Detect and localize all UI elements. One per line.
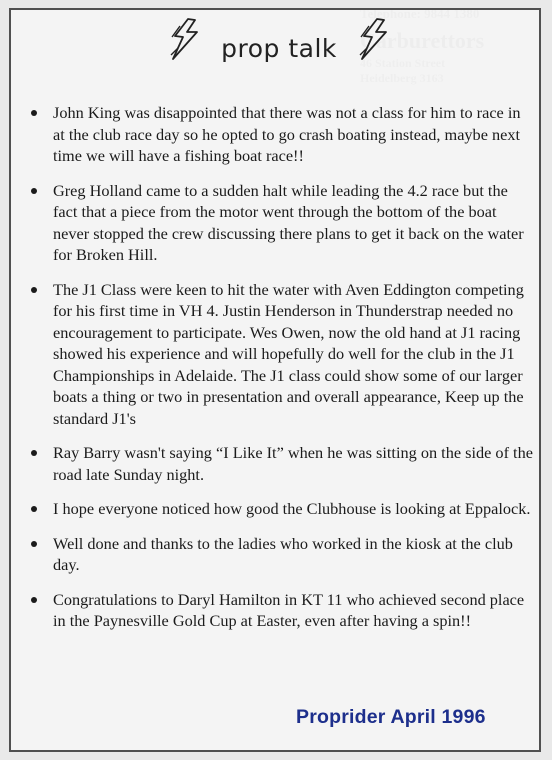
page-title: prop talk xyxy=(221,34,337,63)
lightning-bolt-icon xyxy=(357,18,391,60)
news-item: John King was disappointed that there was not a class for him to race in at the club race day so he opted to go crash boating instead, maybe next time we will have a fishing boat race!! xyxy=(24,102,534,167)
signature-credit: Proprider April 1996 xyxy=(296,706,486,728)
news-item-list xyxy=(24,102,534,645)
news-item: Well done and thanks to the ladies who worked in the kiosk at the club day. xyxy=(24,533,534,576)
header xyxy=(160,14,400,84)
news-item: The J1 Class were keen to hit the water with Aven Eddington competing for his first time in VH 4. Justin Henderson in Thunderstrap needed no encouragement to participate. Wes Owen, now the old hand at J1 racing showed his experience and will hopefully do well for the club in the J1 Championships in Adelaide. The J1 class could show some of our larger boats a thing or two in presentation and overall appearance, Keep up the standard J1's xyxy=(24,279,534,430)
news-item: I hope everyone noticed how good the Clubhouse is looking at Eppalock. xyxy=(24,498,534,520)
lightning-bolt-icon xyxy=(168,18,202,60)
news-item: Congratulations to Daryl Hamilton in KT 11 who achieved second place in the Paynesville Gold Cup at Easter, even after having a spin!! xyxy=(24,589,534,632)
news-item: Greg Holland came to a sudden halt while leading the 4.2 race but the fact that a piece from the motor went through the bottom of the boat never stopped the crew discussing there plans to get it back on the water for Broken Hill. xyxy=(24,180,534,266)
news-item: Ray Barry wasn't saying “I Like It” when he was sitting on the side of the road late Sunday night. xyxy=(24,442,534,485)
